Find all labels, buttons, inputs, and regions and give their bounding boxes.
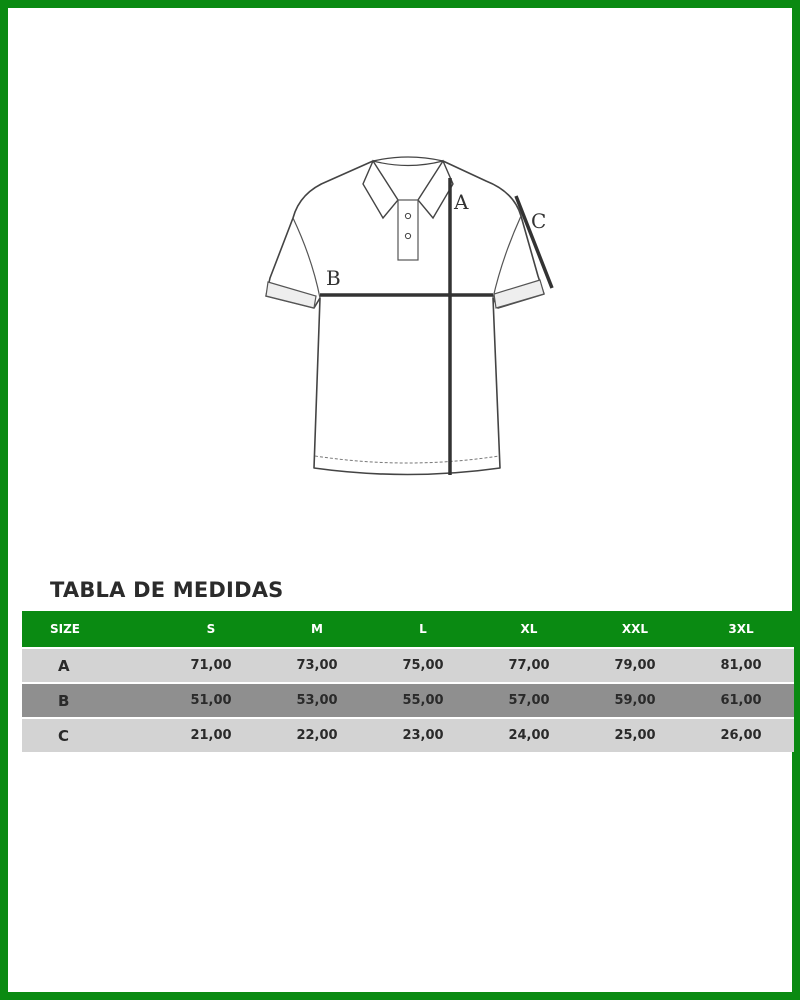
polo-shirt-drawing — [238, 148, 578, 488]
size-chart-title: TABLA DE MEDIDAS — [50, 578, 284, 602]
table-cell: 55,00 — [370, 683, 476, 718]
size-table — [22, 611, 794, 752]
table-cell: 61,00 — [688, 683, 794, 718]
table-cell: 59,00 — [582, 683, 688, 718]
table-cell: 26,00 — [688, 718, 794, 752]
header-s: S — [158, 611, 264, 648]
header-m: M — [264, 611, 370, 648]
header-xl: XL — [476, 611, 582, 648]
header-l: L — [370, 611, 476, 648]
table-cell: 53,00 — [264, 683, 370, 718]
table-cell: 79,00 — [582, 648, 688, 683]
table-header-row — [22, 611, 794, 648]
header-size: SIZE — [22, 611, 158, 648]
table-cell: 57,00 — [476, 683, 582, 718]
table-cell: 71,00 — [158, 648, 264, 683]
table-cell: 75,00 — [370, 648, 476, 683]
table-cell: 23,00 — [370, 718, 476, 752]
table-cell: 77,00 — [476, 648, 582, 683]
table-cell: 81,00 — [688, 648, 794, 683]
row-label: A — [22, 648, 158, 683]
header-xxl: XXL — [582, 611, 688, 648]
table-row — [22, 648, 794, 683]
row-label: C — [22, 718, 158, 752]
label-b: B — [326, 266, 341, 290]
table-cell: 24,00 — [476, 718, 582, 752]
table-cell: 51,00 — [158, 683, 264, 718]
table-row — [22, 683, 794, 718]
table-cell: 21,00 — [158, 718, 264, 752]
table-cell: 22,00 — [264, 718, 370, 752]
table-cell: 25,00 — [582, 718, 688, 752]
row-label: B — [22, 683, 158, 718]
table-cell: 73,00 — [264, 648, 370, 683]
table-row — [22, 718, 794, 752]
label-c: C — [531, 209, 547, 233]
header-3xl: 3XL — [688, 611, 794, 648]
label-a: A — [454, 190, 469, 214]
polo-shirt-diagram — [238, 148, 578, 488]
